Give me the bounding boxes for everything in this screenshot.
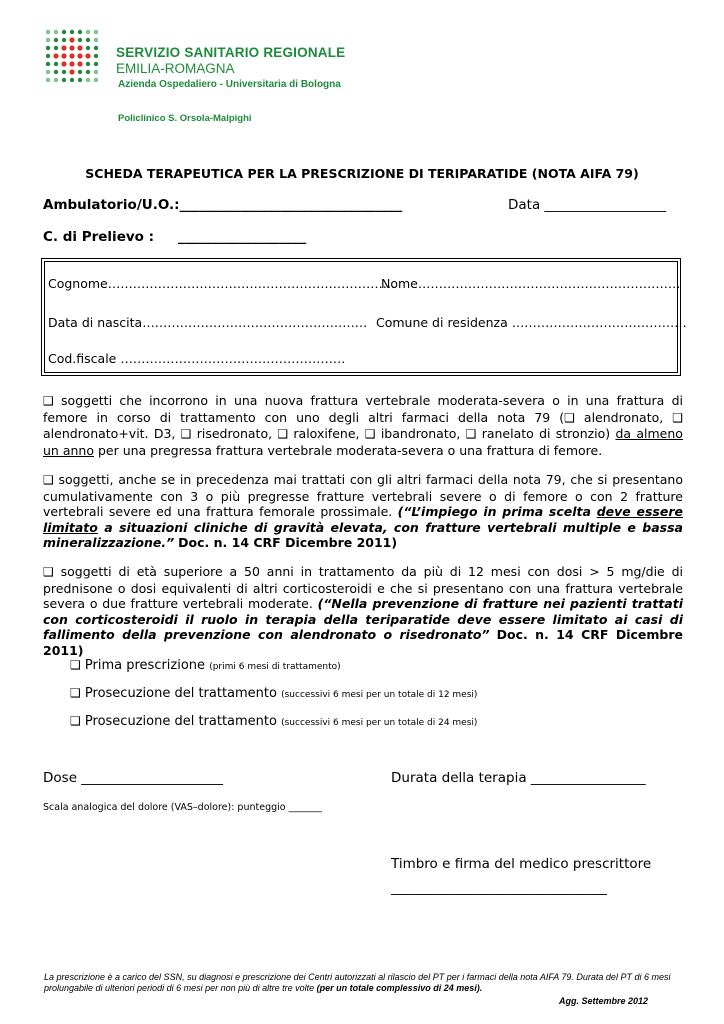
checkbox-icon[interactable]: ❑ xyxy=(70,714,81,728)
criterion-2: ❑ soggetti, anche se in precedenza mai trattati con gli altri farmaci della nota 79, che si presentano cumulativamente con 3 o più pregresse fratture vertebrali severe o di femore o con 2 fratture vertebrali severe ed una frattura femorale prossimale. (“L’impiego in prima scelta deve essere limitato a situazioni cliniche di gravità elevata, con fratture vertebrali multiple e bassa mineralizzazione.” Doc. n. 14 CRF Dicembre 2011) xyxy=(43,472,683,550)
residenza-field[interactable]: Comune di residenza …………………………………… xyxy=(376,315,687,330)
nome-field[interactable]: Nome……………………………………………………… xyxy=(381,276,681,291)
org-name: SERVIZIO SANITARIO REGIONALE xyxy=(116,45,346,60)
durata-field[interactable]: Durata della terapia _________________ xyxy=(391,770,646,786)
signature-label: Timbro e firma del medico prescrittore xyxy=(391,856,652,872)
checkbox-criterion-1[interactable]: ❑ xyxy=(43,394,54,408)
ambulatorio-label: Ambulatorio/U.O.:_________________________________ xyxy=(43,197,403,213)
cognome-field[interactable]: Cognome…………………………………………………………… xyxy=(48,276,396,291)
criterion-1: ❑ soggetti che incorrono in una nuova frattura vertebrale moderata-severa o in una frattura di femore in corso di trattamento con uno degli altri farmaci della nota 79 (❑ alendronato, ❑ alendronato+vit. D3, ❑ risedronato, ❑ raloxifene, ❑ ibandronato, ❑ ranelato di stronzio) da almeno un anno per una pregressa frattura vertebrale moderata-severa o una frattura di femore. xyxy=(43,393,683,458)
ambulatorio-field[interactable]: _________________________________ xyxy=(179,197,403,213)
document-title: SCHEDA TERAPEUTICA PER LA PRESCRIZIONE DI TERIPARATIDE (NOTA AIFA 79) xyxy=(85,166,639,181)
checkbox-ranelato[interactable]: ❑ xyxy=(465,427,477,441)
org-hospital: Azienda Ospedaliero - Universitaria di Bologna xyxy=(118,79,341,90)
data-label: Data __________________ xyxy=(508,197,667,213)
org-region: EMILIA-ROMAGNA xyxy=(116,61,235,76)
footer-note: La prescrizione è a carico del SSN, su diagnosi e prescrizione dei Centri autorizzati al rilascio del PT per i farmaci della nota AIFA 79. Durata del PT di 6 mesi prolungabile di ulteriori periodi di 6 mesi per non più di altre tre volte (per un totale complessivo di 24 mesi). xyxy=(44,972,671,993)
prelievo-field[interactable]: ___________________ xyxy=(178,229,307,245)
signature-line[interactable]: ________________________________ xyxy=(391,880,607,896)
checkbox-risedronato[interactable]: ❑ xyxy=(180,427,192,441)
checkbox-icon[interactable]: ❑ xyxy=(70,658,81,672)
vas-field[interactable]: Scala analogica del dolore (VAS–dolore): punteggio _______ xyxy=(43,802,322,813)
option-prosecuzione-12[interactable]: ❑ Prosecuzione del trattamento (successivi 6 mesi per un totale di 12 mesi) xyxy=(70,686,478,701)
checkbox-icon[interactable]: ❑ xyxy=(70,686,81,700)
footer-date: Agg. Settembre 2012 xyxy=(558,996,648,1006)
checkbox-criterion-2[interactable]: ❑ xyxy=(43,473,54,487)
org-policlinico: Policlinico S. Orsola-Malpighi xyxy=(118,113,252,124)
codfiscale-field[interactable]: Cod.fiscale ……………………………………………… xyxy=(48,351,346,366)
option-prosecuzione-24[interactable]: ❑ Prosecuzione del trattamento (successivi 6 mesi per un totale di 24 mesi) xyxy=(70,714,478,729)
prelievo-label: C. di Prelievo : xyxy=(43,229,155,245)
checkbox-alendronato[interactable]: ❑ xyxy=(564,410,575,425)
checkbox-criterion-3[interactable]: ❑ xyxy=(43,565,54,579)
criterion-3: ❑ soggetti di età superiore a 50 anni in trattamento da più di 12 mesi con dosi > 5 mg/die di prednisone o dosi equivalenti di altri corticosteroidi e che si presentano con una frattura vertebrale severa o due fratture vertebrali moderate. (“Nella prevenzione di fratture nei pazienti trattati con corticosteroidi il ruolo in terapia della teriparatide deve essere limitato ai casi di fallimento della prevenzione con alendronato o risedronato” Doc. n. 14 CRF Dicembre 2011) xyxy=(43,564,683,658)
checkbox-alendronato-vit[interactable]: ❑ xyxy=(672,410,683,425)
nascita-field[interactable]: Data di nascita……………………………………………… xyxy=(48,315,368,330)
option-prima-prescrizione[interactable]: ❑ Prima prescrizione (primi 6 mesi di trattamento) xyxy=(70,658,341,673)
data-field[interactable]: __________________ xyxy=(544,197,667,213)
dose-field[interactable]: Dose _____________________ xyxy=(43,770,224,786)
checkbox-raloxifene[interactable]: ❑ xyxy=(277,427,289,441)
checkbox-ibandronato[interactable]: ❑ xyxy=(364,427,376,441)
ssr-logo-icon xyxy=(44,28,100,84)
